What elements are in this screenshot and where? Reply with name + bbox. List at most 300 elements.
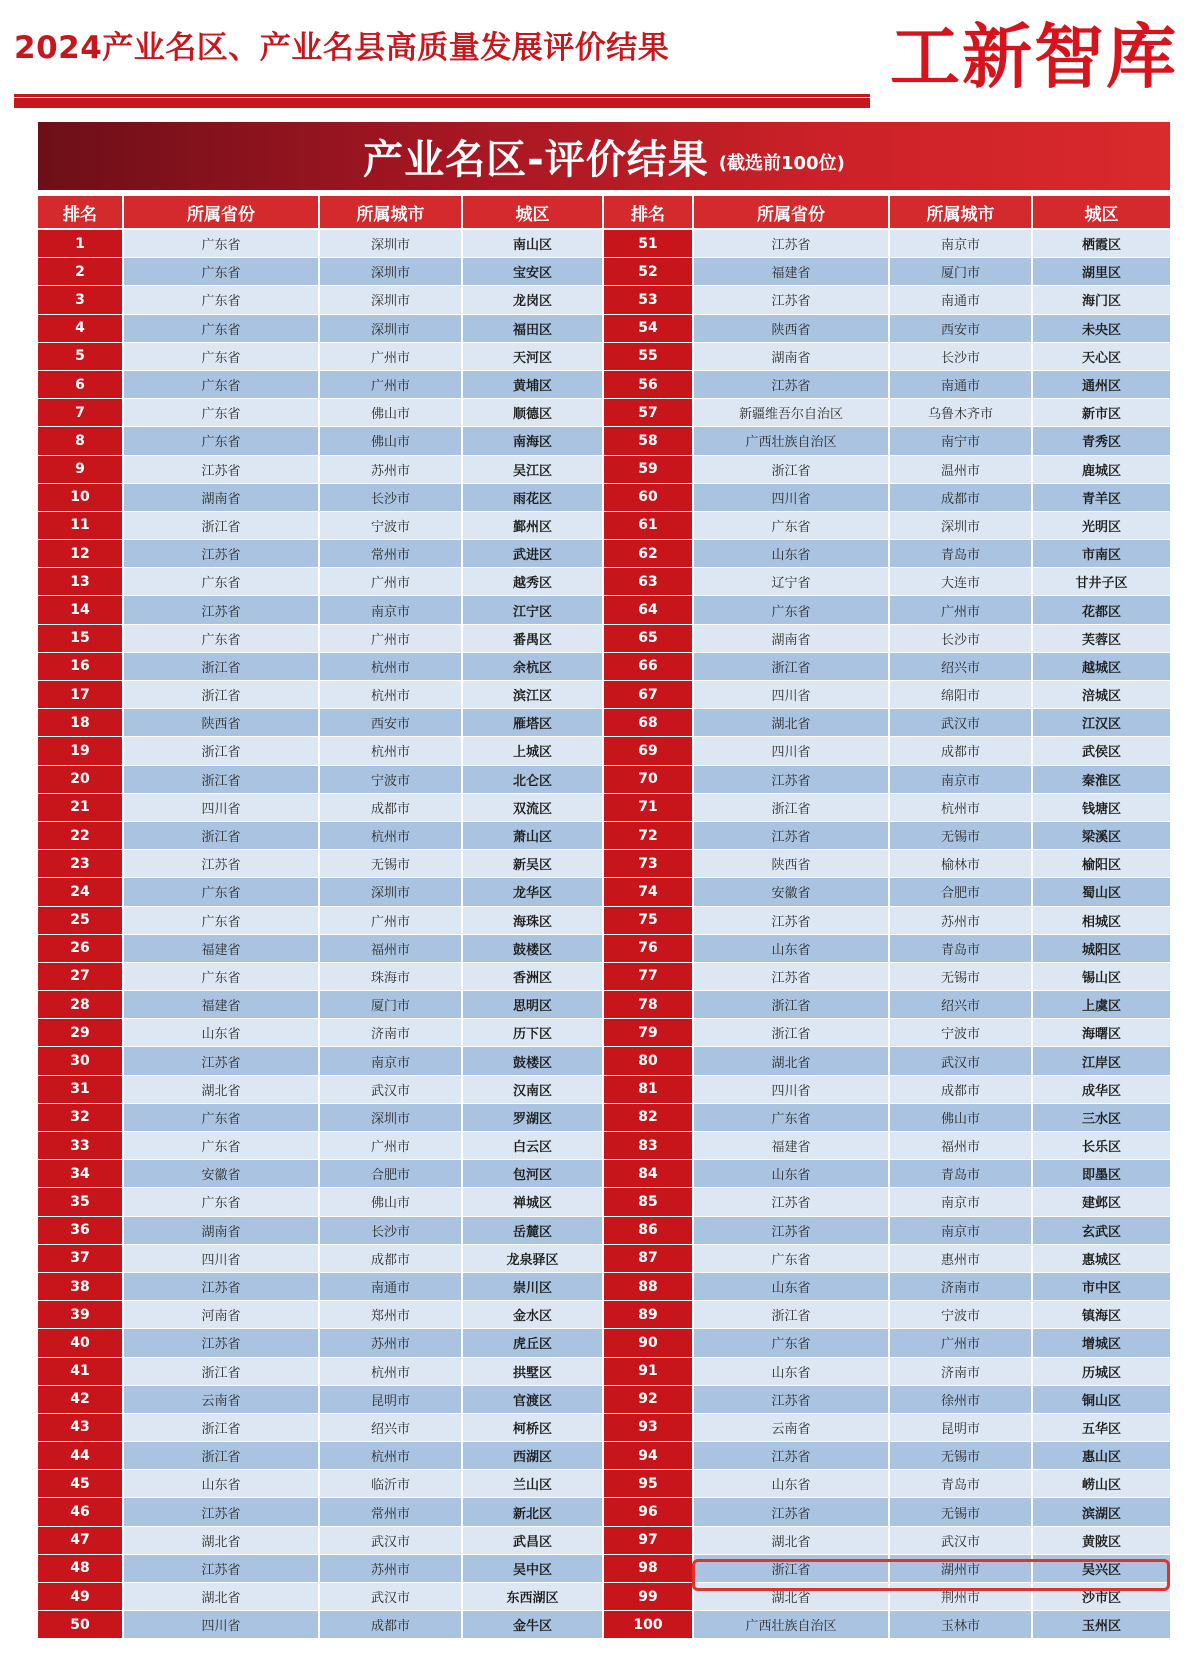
cell-rank-right: 89	[604, 1301, 694, 1329]
cell-rank-right: 84	[604, 1160, 694, 1188]
cell-province-right: 浙江省	[694, 653, 890, 681]
cell-province-right: 湖北省	[694, 1583, 890, 1611]
table-row	[38, 1527, 1170, 1555]
table-row	[38, 1273, 1170, 1301]
cell-district-left: 虎丘区	[463, 1329, 604, 1357]
table-row	[38, 1301, 1170, 1329]
cell-rank-right: 81	[604, 1076, 694, 1104]
table-row	[38, 568, 1170, 596]
cell-province-left: 湖南省	[124, 484, 320, 512]
cell-district-left: 天河区	[463, 343, 604, 371]
cell-rank-left: 22	[38, 822, 124, 850]
cell-city-right: 无锡市	[890, 822, 1033, 850]
cell-district-right: 武侯区	[1033, 737, 1170, 765]
cell-district-left: 鼓楼区	[463, 935, 604, 963]
cell-province-right: 浙江省	[694, 794, 890, 822]
cell-province-right: 云南省	[694, 1414, 890, 1442]
table-row	[38, 1188, 1170, 1216]
cell-district-right: 成华区	[1033, 1076, 1170, 1104]
cell-district-left: 南山区	[463, 230, 604, 258]
cell-province-right: 江苏省	[694, 1188, 890, 1216]
banner	[38, 122, 1170, 190]
cell-city-right: 成都市	[890, 484, 1033, 512]
cell-city-right: 青岛市	[890, 540, 1033, 568]
cell-province-left: 江苏省	[124, 1555, 320, 1583]
cell-rank-left: 32	[38, 1104, 124, 1132]
cell-district-right: 惠山区	[1033, 1442, 1170, 1470]
cell-city-right: 长沙市	[890, 343, 1033, 371]
cell-rank-left: 25	[38, 907, 124, 935]
cell-district-right: 海曙区	[1033, 1019, 1170, 1047]
cell-city-right: 济南市	[890, 1273, 1033, 1301]
cell-city-right: 乌鲁木齐市	[890, 399, 1033, 427]
cell-province-left: 江苏省	[124, 456, 320, 484]
cell-rank-right: 88	[604, 1273, 694, 1301]
cell-city-right: 厦门市	[890, 258, 1033, 286]
cell-province-right: 新疆维吾尔自治区	[694, 399, 890, 427]
cell-city-right: 武汉市	[890, 1527, 1033, 1555]
cell-district-left: 鼓楼区	[463, 1047, 604, 1075]
cell-province-right: 江苏省	[694, 1386, 890, 1414]
cell-district-left: 东西湖区	[463, 1583, 604, 1611]
header-city-right: 所属城市	[890, 196, 1033, 228]
cell-city-left: 杭州市	[320, 1442, 463, 1470]
cell-city-right: 湖州市	[890, 1555, 1033, 1583]
cell-city-left: 杭州市	[320, 681, 463, 709]
cell-city-right: 青岛市	[890, 935, 1033, 963]
cell-province-right: 浙江省	[694, 1555, 890, 1583]
cell-city-left: 西安市	[320, 709, 463, 737]
table-body	[38, 230, 1170, 1639]
cell-city-left: 深圳市	[320, 286, 463, 314]
cell-district-left: 海珠区	[463, 907, 604, 935]
cell-province-right: 江苏省	[694, 1442, 890, 1470]
cell-province-right: 福建省	[694, 258, 890, 286]
cell-district-left: 余杭区	[463, 653, 604, 681]
cell-rank-left: 31	[38, 1076, 124, 1104]
header-rank-left: 排名	[38, 196, 124, 228]
cell-city-right: 无锡市	[890, 1498, 1033, 1526]
cell-province-right: 陕西省	[694, 850, 890, 878]
cell-rank-right: 99	[604, 1583, 694, 1611]
cell-city-left: 南通市	[320, 1273, 463, 1301]
cell-rank-right: 77	[604, 963, 694, 991]
cell-city-left: 长沙市	[320, 1217, 463, 1245]
cell-province-left: 浙江省	[124, 512, 320, 540]
cell-province-right: 四川省	[694, 681, 890, 709]
cell-city-left: 常州市	[320, 1498, 463, 1526]
cell-rank-left: 13	[38, 568, 124, 596]
cell-rank-left: 27	[38, 963, 124, 991]
cell-district-left: 香洲区	[463, 963, 604, 991]
cell-city-left: 广州市	[320, 625, 463, 653]
cell-district-left: 龙泉驿区	[463, 1245, 604, 1273]
cell-district-right: 即墨区	[1033, 1160, 1170, 1188]
cell-district-left: 金牛区	[463, 1611, 604, 1639]
cell-rank-left: 41	[38, 1358, 124, 1386]
cell-rank-left: 36	[38, 1217, 124, 1245]
cell-province-right: 山东省	[694, 1358, 890, 1386]
cell-rank-right: 95	[604, 1470, 694, 1498]
cell-province-right: 四川省	[694, 484, 890, 512]
cell-rank-left: 48	[38, 1555, 124, 1583]
cell-city-left: 绍兴市	[320, 1414, 463, 1442]
cell-district-right: 玉州区	[1033, 1611, 1170, 1639]
ranking-table	[38, 196, 1170, 1639]
cell-city-left: 昆明市	[320, 1386, 463, 1414]
cell-city-right: 昆明市	[890, 1414, 1033, 1442]
cell-city-right: 绵阳市	[890, 681, 1033, 709]
cell-rank-right: 86	[604, 1217, 694, 1245]
table-row	[38, 766, 1170, 794]
cell-city-right: 南京市	[890, 230, 1033, 258]
table-row	[38, 1498, 1170, 1526]
cell-rank-right: 70	[604, 766, 694, 794]
cell-rank-left: 30	[38, 1047, 124, 1075]
cell-district-right: 锡山区	[1033, 963, 1170, 991]
cell-city-left: 广州市	[320, 1132, 463, 1160]
table-row	[38, 1019, 1170, 1047]
cell-province-left: 广东省	[124, 963, 320, 991]
cell-rank-left: 46	[38, 1498, 124, 1526]
cell-province-right: 广东省	[694, 512, 890, 540]
cell-city-right: 苏州市	[890, 907, 1033, 935]
cell-city-right: 武汉市	[890, 709, 1033, 737]
cell-district-right: 新市区	[1033, 399, 1170, 427]
cell-rank-left: 21	[38, 794, 124, 822]
cell-rank-right: 61	[604, 512, 694, 540]
cell-province-left: 福建省	[124, 991, 320, 1019]
table-header	[38, 196, 1170, 228]
cell-province-right: 山东省	[694, 1160, 890, 1188]
cell-rank-left: 9	[38, 456, 124, 484]
cell-rank-left: 5	[38, 343, 124, 371]
cell-rank-right: 66	[604, 653, 694, 681]
cell-province-right: 山东省	[694, 935, 890, 963]
cell-city-left: 成都市	[320, 1245, 463, 1273]
cell-city-right: 南通市	[890, 286, 1033, 314]
cell-rank-left: 24	[38, 878, 124, 906]
cell-district-left: 越秀区	[463, 568, 604, 596]
table-row	[38, 653, 1170, 681]
cell-province-right: 湖北省	[694, 709, 890, 737]
table-row	[38, 1386, 1170, 1414]
cell-province-left: 山东省	[124, 1019, 320, 1047]
cell-rank-right: 55	[604, 343, 694, 371]
cell-province-left: 湖北省	[124, 1583, 320, 1611]
cell-province-left: 广东省	[124, 1188, 320, 1216]
cell-rank-right: 62	[604, 540, 694, 568]
cell-city-left: 宁波市	[320, 512, 463, 540]
cell-district-left: 西湖区	[463, 1442, 604, 1470]
cell-city-right: 徐州市	[890, 1386, 1033, 1414]
cell-district-right: 崂山区	[1033, 1470, 1170, 1498]
cell-rank-left: 8	[38, 427, 124, 455]
cell-city-right: 大连市	[890, 568, 1033, 596]
cell-city-right: 温州市	[890, 456, 1033, 484]
cell-district-left: 汉南区	[463, 1076, 604, 1104]
cell-district-left: 宝安区	[463, 258, 604, 286]
cell-district-right: 上虞区	[1033, 991, 1170, 1019]
page-title: 2024产业名区、产业名县高质量发展评价结果	[14, 30, 670, 66]
cell-city-right: 合肥市	[890, 878, 1033, 906]
cell-province-left: 陕西省	[124, 709, 320, 737]
cell-province-right: 湖南省	[694, 625, 890, 653]
cell-province-left: 浙江省	[124, 1442, 320, 1470]
cell-province-right: 江苏省	[694, 766, 890, 794]
table-row	[38, 484, 1170, 512]
cell-district-left: 柯桥区	[463, 1414, 604, 1442]
table-row	[38, 794, 1170, 822]
cell-rank-right: 83	[604, 1132, 694, 1160]
cell-district-left: 滨江区	[463, 681, 604, 709]
cell-province-left: 广东省	[124, 230, 320, 258]
cell-city-right: 青岛市	[890, 1160, 1033, 1188]
cell-district-left: 包河区	[463, 1160, 604, 1188]
cell-city-right: 宁波市	[890, 1019, 1033, 1047]
cell-city-left: 广州市	[320, 343, 463, 371]
cell-city-left: 佛山市	[320, 427, 463, 455]
cell-district-left: 兰山区	[463, 1470, 604, 1498]
cell-province-left: 广东省	[124, 371, 320, 399]
cell-province-left: 江苏省	[124, 850, 320, 878]
cell-province-left: 四川省	[124, 1245, 320, 1273]
cell-city-right: 南京市	[890, 766, 1033, 794]
cell-rank-left: 35	[38, 1188, 124, 1216]
cell-city-right: 深圳市	[890, 512, 1033, 540]
cell-province-right: 陕西省	[694, 315, 890, 343]
cell-district-left: 顺德区	[463, 399, 604, 427]
cell-rank-left: 1	[38, 230, 124, 258]
table-row	[38, 1611, 1170, 1639]
cell-district-right: 城阳区	[1033, 935, 1170, 963]
cell-district-left: 岳麓区	[463, 1217, 604, 1245]
cell-rank-left: 14	[38, 596, 124, 624]
table-row	[38, 963, 1170, 991]
cell-province-right: 山东省	[694, 1273, 890, 1301]
cell-district-right: 惠城区	[1033, 1245, 1170, 1273]
cell-district-right: 通州区	[1033, 371, 1170, 399]
table-row	[38, 1555, 1170, 1583]
cell-rank-left: 44	[38, 1442, 124, 1470]
cell-district-right: 鹿城区	[1033, 456, 1170, 484]
cell-rank-right: 87	[604, 1245, 694, 1273]
cell-district-left: 新吴区	[463, 850, 604, 878]
cell-district-right: 吴兴区	[1033, 1555, 1170, 1583]
cell-rank-left: 47	[38, 1527, 124, 1555]
cell-district-left: 白云区	[463, 1132, 604, 1160]
cell-rank-left: 16	[38, 653, 124, 681]
cell-city-left: 长沙市	[320, 484, 463, 512]
cell-province-right: 辽宁省	[694, 568, 890, 596]
cell-city-right: 玉林市	[890, 1611, 1033, 1639]
cell-city-left: 成都市	[320, 794, 463, 822]
cell-district-left: 黄埔区	[463, 371, 604, 399]
cell-city-left: 常州市	[320, 540, 463, 568]
cell-city-left: 苏州市	[320, 1329, 463, 1357]
cell-rank-left: 49	[38, 1583, 124, 1611]
table-row	[38, 737, 1170, 765]
cell-rank-left: 7	[38, 399, 124, 427]
cell-rank-left: 20	[38, 766, 124, 794]
cell-city-right: 济南市	[890, 1358, 1033, 1386]
cell-rank-left: 34	[38, 1160, 124, 1188]
cell-rank-right: 98	[604, 1555, 694, 1583]
table-row	[38, 850, 1170, 878]
cell-district-right: 蜀山区	[1033, 878, 1170, 906]
cell-city-left: 郑州市	[320, 1301, 463, 1329]
cell-district-right: 光明区	[1033, 512, 1170, 540]
cell-district-right: 秦淮区	[1033, 766, 1170, 794]
table-row	[38, 822, 1170, 850]
cell-district-right: 滨湖区	[1033, 1498, 1170, 1526]
cell-district-left: 金水区	[463, 1301, 604, 1329]
cell-city-left: 成都市	[320, 1611, 463, 1639]
cell-province-right: 湖南省	[694, 343, 890, 371]
cell-city-left: 广州市	[320, 568, 463, 596]
cell-district-right: 增城区	[1033, 1329, 1170, 1357]
cell-district-right: 市南区	[1033, 540, 1170, 568]
cell-city-right: 广州市	[890, 596, 1033, 624]
cell-rank-left: 2	[38, 258, 124, 286]
cell-province-right: 湖北省	[694, 1047, 890, 1075]
table-row	[38, 343, 1170, 371]
cell-rank-right: 64	[604, 596, 694, 624]
cell-rank-right: 53	[604, 286, 694, 314]
cell-rank-left: 33	[38, 1132, 124, 1160]
cell-rank-left: 11	[38, 512, 124, 540]
table-row	[38, 991, 1170, 1019]
cell-city-right: 广州市	[890, 1329, 1033, 1357]
cell-district-right: 钱塘区	[1033, 794, 1170, 822]
cell-province-left: 江苏省	[124, 1047, 320, 1075]
cell-rank-right: 82	[604, 1104, 694, 1132]
cell-province-right: 广西壮族自治区	[694, 1611, 890, 1639]
header-district-right: 城区	[1084, 204, 1119, 225]
cell-province-left: 广东省	[124, 286, 320, 314]
cell-district-right: 相城区	[1033, 907, 1170, 935]
cell-rank-left: 38	[38, 1273, 124, 1301]
cell-rank-left: 6	[38, 371, 124, 399]
cell-district-right: 黄陂区	[1033, 1527, 1170, 1555]
cell-rank-left: 3	[38, 286, 124, 314]
cell-rank-right: 100	[604, 1611, 694, 1639]
cell-rank-right: 51	[604, 230, 694, 258]
cell-city-left: 佛山市	[320, 1188, 463, 1216]
table-row	[38, 1442, 1170, 1470]
cell-province-right: 山东省	[694, 1470, 890, 1498]
cell-district-left: 龙华区	[463, 878, 604, 906]
brand-logo: 工新智库	[890, 16, 1178, 98]
table-row	[38, 1583, 1170, 1611]
cell-rank-right: 92	[604, 1386, 694, 1414]
cell-city-left: 临沂市	[320, 1470, 463, 1498]
cell-province-left: 安徽省	[124, 1160, 320, 1188]
cell-province-left: 湖北省	[124, 1527, 320, 1555]
cell-city-left: 苏州市	[320, 456, 463, 484]
cell-district-right: 江岸区	[1033, 1047, 1170, 1075]
cell-rank-right: 76	[604, 935, 694, 963]
cell-district-right: 青秀区	[1033, 427, 1170, 455]
table-row	[38, 1358, 1170, 1386]
header-district-left: 城区	[463, 196, 604, 228]
cell-city-left: 杭州市	[320, 822, 463, 850]
cell-district-right: 甘井子区	[1033, 568, 1170, 596]
cell-province-left: 浙江省	[124, 737, 320, 765]
cell-city-right: 榆林市	[890, 850, 1033, 878]
header-rank-right: 排名	[604, 196, 694, 228]
cell-province-right: 四川省	[694, 737, 890, 765]
cell-district-right: 青羊区	[1033, 484, 1170, 512]
cell-province-left: 江苏省	[124, 540, 320, 568]
cell-city-left: 武汉市	[320, 1583, 463, 1611]
table-row	[38, 907, 1170, 935]
cell-rank-right: 80	[604, 1047, 694, 1075]
cell-rank-right: 58	[604, 427, 694, 455]
cell-province-left: 浙江省	[124, 766, 320, 794]
cell-rank-left: 50	[38, 1611, 124, 1639]
cell-province-left: 浙江省	[124, 1414, 320, 1442]
cell-rank-right: 75	[604, 907, 694, 935]
table-row	[38, 1160, 1170, 1188]
cell-district-left: 雨花区	[463, 484, 604, 512]
cell-city-right: 杭州市	[890, 794, 1033, 822]
cell-province-right: 广西壮族自治区	[694, 427, 890, 455]
cell-district-left: 南海区	[463, 427, 604, 455]
cell-district-right: 长乐区	[1033, 1132, 1170, 1160]
cell-city-right: 青岛市	[890, 1470, 1033, 1498]
cell-province-right: 江苏省	[694, 1217, 890, 1245]
table-row	[38, 878, 1170, 906]
table-row	[38, 1414, 1170, 1442]
cell-city-right: 无锡市	[890, 1442, 1033, 1470]
cell-rank-right: 93	[604, 1414, 694, 1442]
cell-rank-right: 72	[604, 822, 694, 850]
cell-rank-left: 29	[38, 1019, 124, 1047]
cell-district-left: 双流区	[463, 794, 604, 822]
cell-district-left: 龙岗区	[463, 286, 604, 314]
cell-rank-left: 19	[38, 737, 124, 765]
cell-rank-left: 28	[38, 991, 124, 1019]
cell-district-left: 官渡区	[463, 1386, 604, 1414]
cell-province-right: 广东省	[694, 596, 890, 624]
banner-title: 产业名区-评价结果	[363, 136, 709, 183]
cell-district-left: 雁塔区	[463, 709, 604, 737]
cell-province-left: 浙江省	[124, 1358, 320, 1386]
cell-district-left: 武昌区	[463, 1527, 604, 1555]
cell-city-right: 福州市	[890, 1132, 1033, 1160]
cell-rank-right: 74	[604, 878, 694, 906]
cell-province-right: 四川省	[694, 1076, 890, 1104]
cell-province-left: 广东省	[124, 315, 320, 343]
cell-city-left: 深圳市	[320, 878, 463, 906]
cell-province-right: 江苏省	[694, 907, 890, 935]
cell-province-right: 浙江省	[694, 456, 890, 484]
cell-rank-right: 97	[604, 1527, 694, 1555]
cell-district-right: 天心区	[1033, 343, 1170, 371]
table-row	[38, 596, 1170, 624]
table-row	[38, 709, 1170, 737]
cell-province-left: 广东省	[124, 878, 320, 906]
cell-rank-right: 94	[604, 1442, 694, 1470]
cell-city-left: 深圳市	[320, 1104, 463, 1132]
cell-rank-right: 59	[604, 456, 694, 484]
cell-province-right: 湖北省	[694, 1527, 890, 1555]
cell-city-right: 南宁市	[890, 427, 1033, 455]
table-row	[38, 1470, 1170, 1498]
cell-city-left: 广州市	[320, 907, 463, 935]
cell-district-right: 榆阳区	[1033, 850, 1170, 878]
